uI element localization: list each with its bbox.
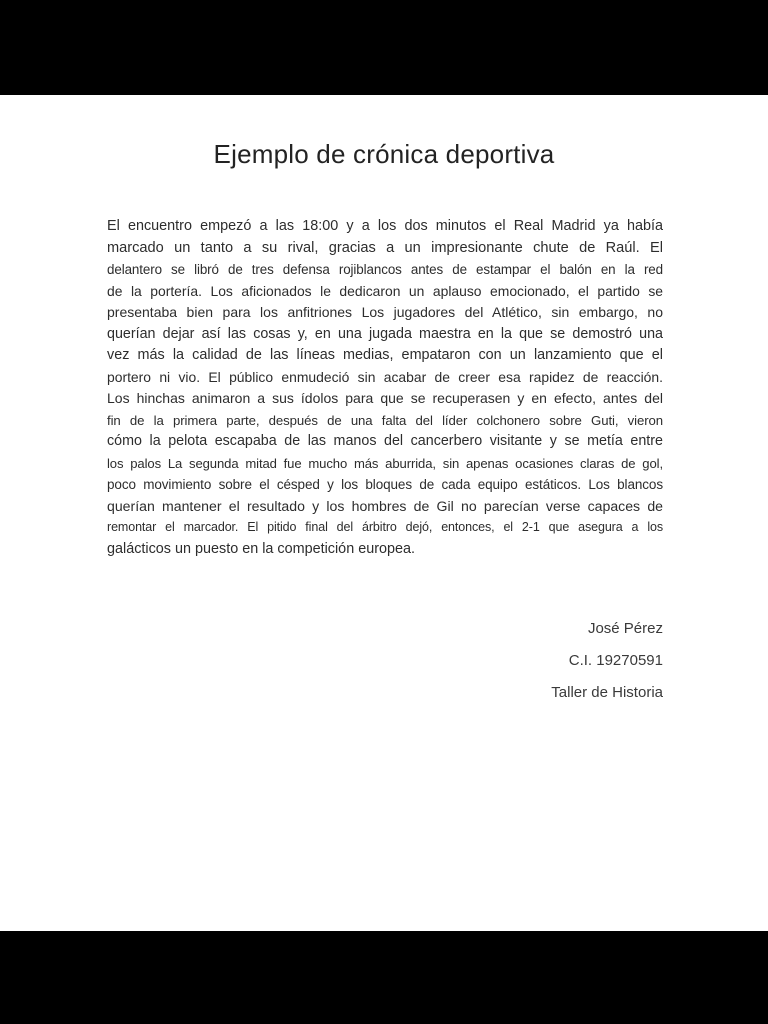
paragraph-line: delantero se libró de tres defensa rojiblancos antes de estampar el balón en la red (107, 262, 663, 277)
signature-course-name: Taller de Historia (551, 684, 663, 701)
article-paragraph (107, 216, 663, 560)
paragraph-line: portero ni vio. El público enmudeció sin acabar de creer esa rapidez de reacción. (107, 368, 663, 385)
signature-author-name: José Pérez (587, 620, 663, 637)
paragraph-line: Los hinchas animaron a sus ídolos para que se recuperasen y en efecto, antes del (107, 390, 663, 406)
letterbox-top-bar (0, 0, 768, 95)
document-title: Ejemplo de crónica deportiva (213, 139, 555, 169)
paragraph-line: presentaba bien para los anfitriones Los jugadores del Atlético, sin embargo, no (107, 304, 663, 320)
signature-block (551, 613, 663, 709)
signature-id-number: C.I. 19270591 (568, 652, 663, 669)
paragraph-line: galácticos un puesto en la competición europea. (107, 540, 416, 557)
letterbox-bottom-bar (0, 931, 768, 1024)
paragraph-line: remontar el marcador. El pitido final del árbitro dejó, entonces, el 2-1 que asegura a los (107, 520, 663, 534)
document-page (0, 95, 768, 931)
paragraph-line: querían mantener el resultado y los hombres de Gil no parecían verse capaces de (107, 497, 663, 514)
paragraph-line: de la portería. Los aficionados le dedicaron un aplauso emocionado, el partido se (107, 282, 663, 299)
paragraph-line: los palos La segunda mitad fue mucho más aburrida, sin apenas ocasiones claras de gol, (107, 455, 663, 471)
paragraph-line: fin de la primera parte, después de una falta del líder colchonero sobre Guti, vieron (107, 412, 663, 428)
paragraph-line: cómo la pelota escapaba de las manos del cancerbero visitante y se metía entre (107, 433, 663, 449)
paragraph-line: poco movimiento sobre el césped y los bloques de cada equipo estáticos. Los blancos (107, 477, 663, 492)
paragraph-line: marcado un tanto a su rival, gracias a un impresionante chute de Raúl. El (107, 239, 663, 256)
paragraph-line: vez más la calidad de las líneas medias, empataron con un lanzamiento que el (107, 347, 663, 363)
paragraph-line: querían dejar así las cosas y, en una jugada maestra en la que se demostró una (107, 325, 663, 342)
paragraph-line: El encuentro empezó a las 18:00 y a los dos minutos el Real Madrid ya había (107, 218, 663, 234)
